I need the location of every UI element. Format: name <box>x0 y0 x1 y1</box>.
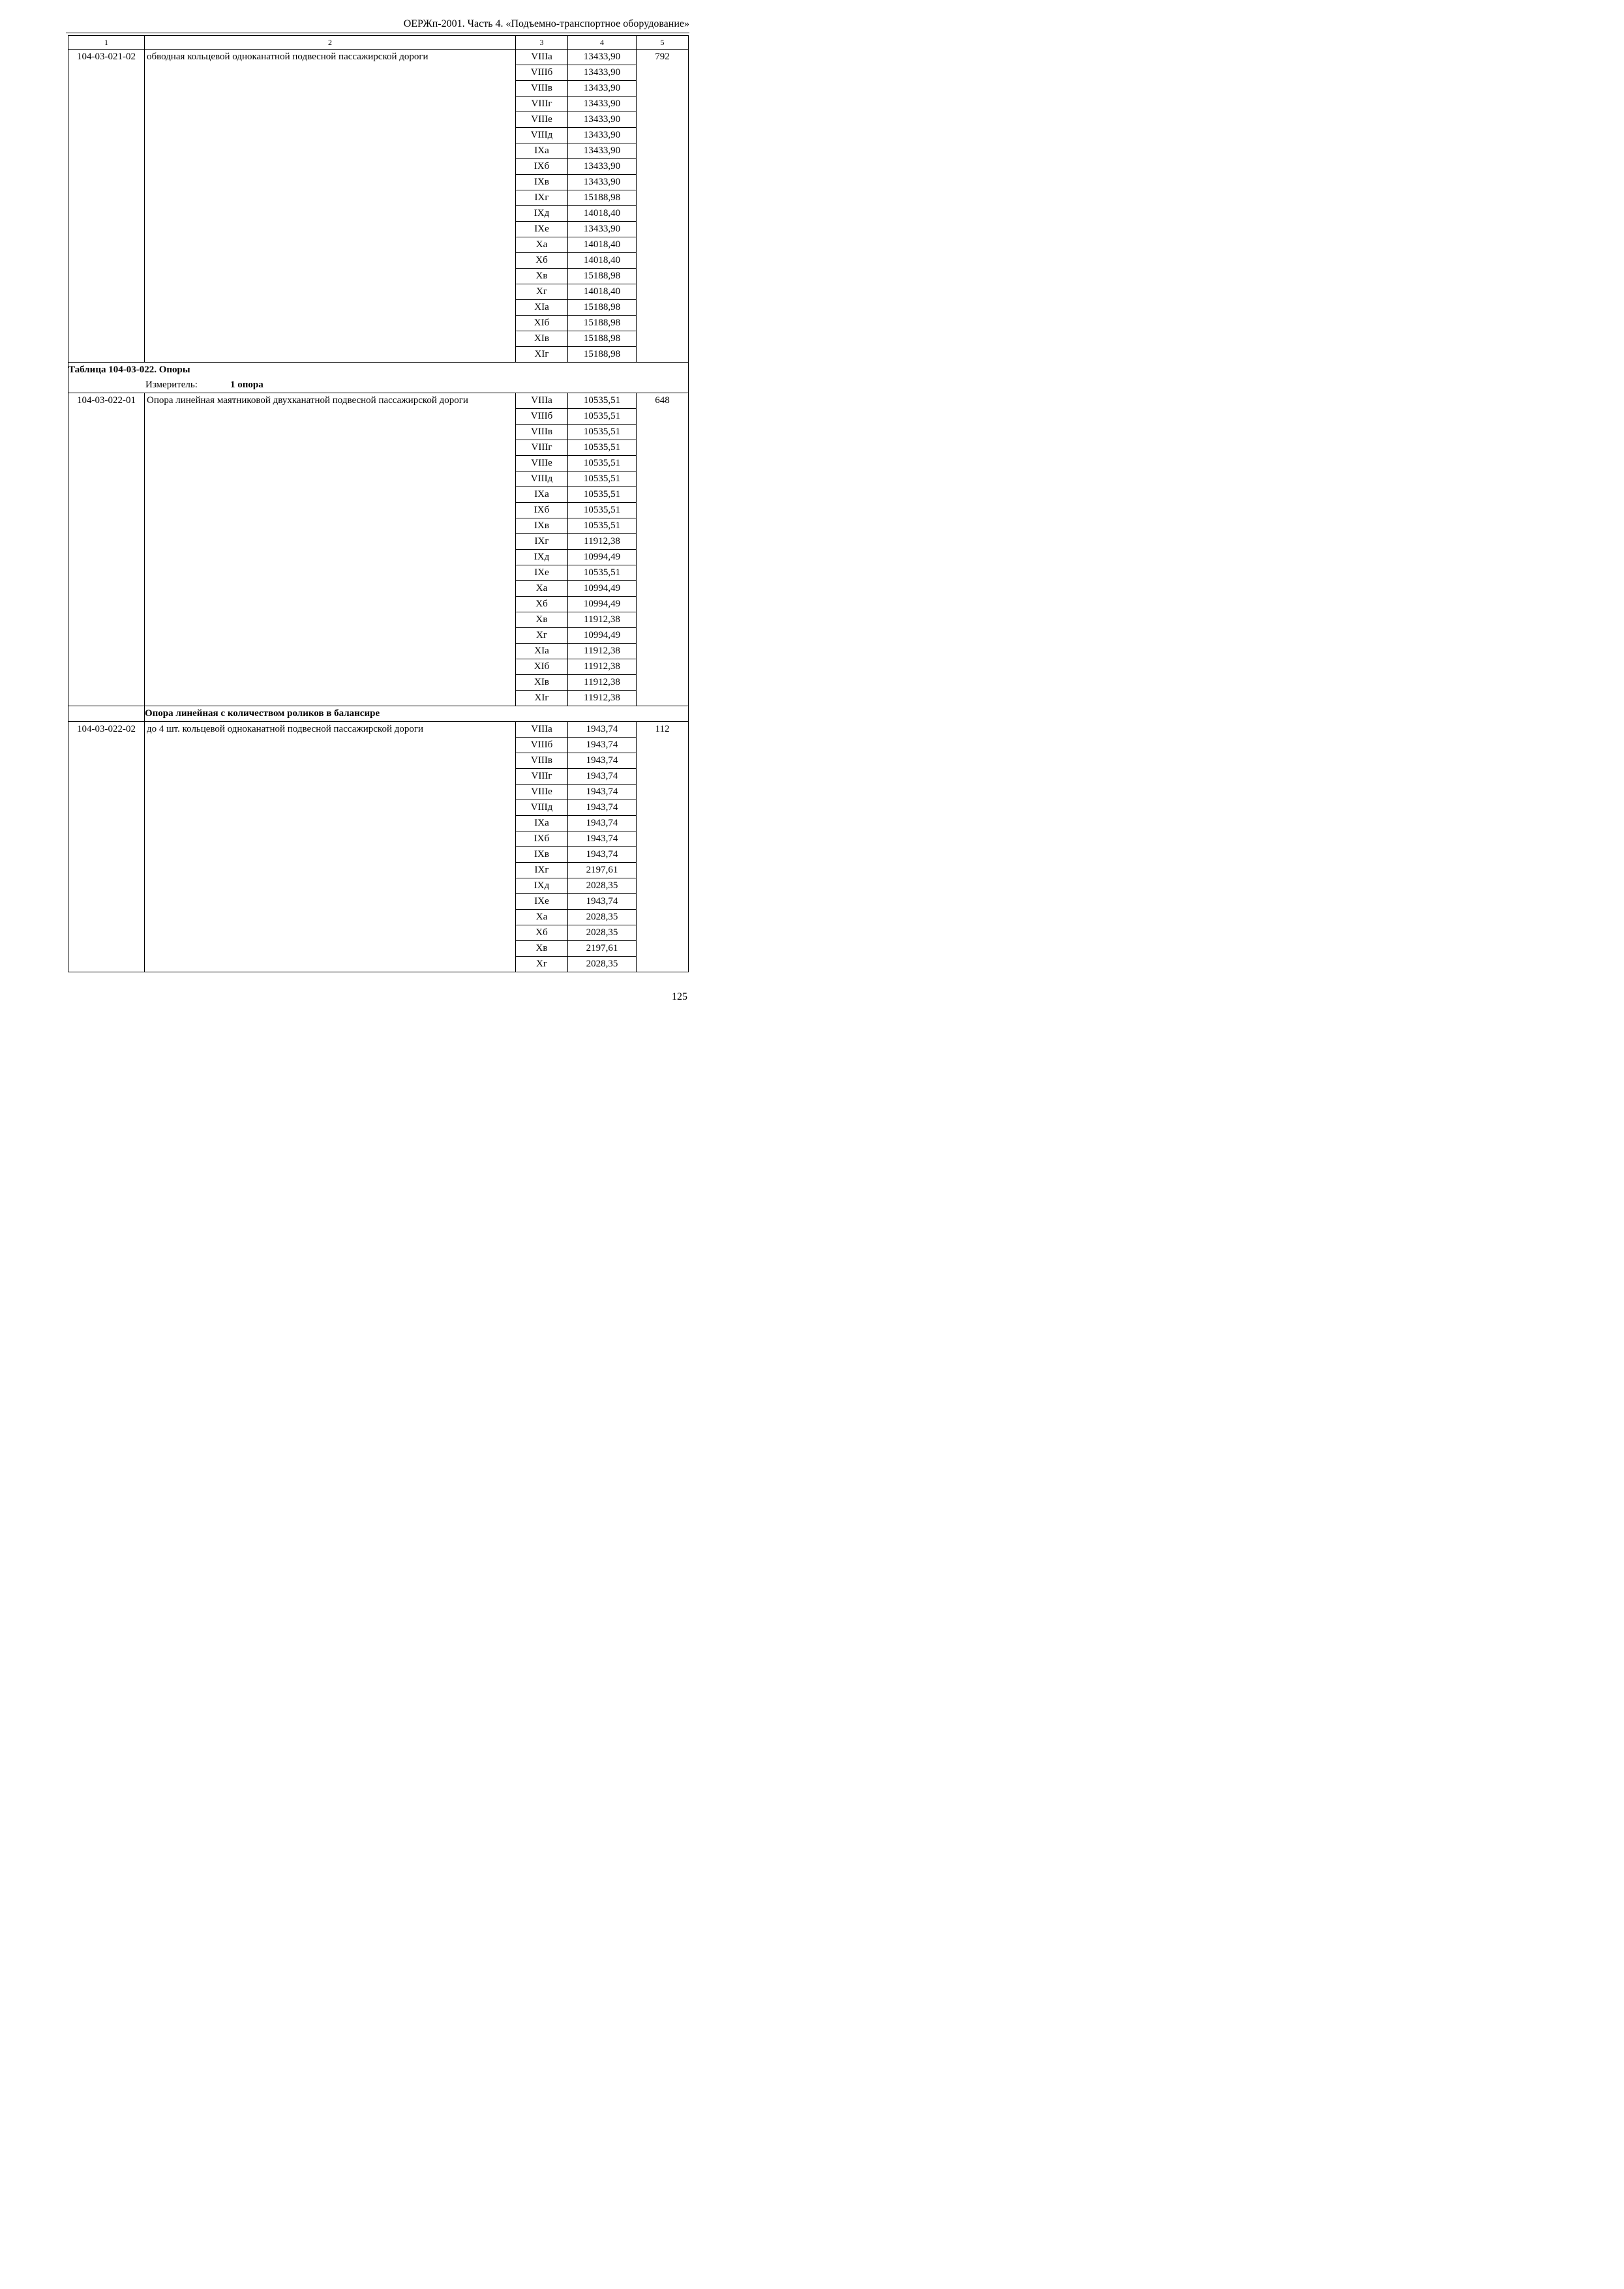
item-description: обводная кольцевой одноканатной подвесной пассажирской дороги <box>145 50 516 363</box>
column-header: 4 <box>568 36 637 50</box>
zone-cell: VIIIб <box>516 409 568 425</box>
zone-cell: VIIIб <box>516 738 568 753</box>
zone-cell: VIIIд <box>516 800 568 816</box>
price-cell: 11912,38 <box>568 612 637 628</box>
price-cell: 15188,98 <box>568 347 637 363</box>
price-cell: 10535,51 <box>568 503 637 518</box>
quantity-cell: 648 <box>637 393 689 706</box>
price-cell: 13433,90 <box>568 128 637 143</box>
zone-cell: VIIIд <box>516 471 568 487</box>
price-cell: 15188,98 <box>568 300 637 316</box>
price-cell: 15188,98 <box>568 269 637 284</box>
price-cell: 1943,74 <box>568 738 637 753</box>
price-cell: 1943,74 <box>568 816 637 831</box>
running-header: ОЕРЖп-2001. Часть 4. «Подъемно-транспортное оборудование» <box>403 18 689 29</box>
zone-cell: Xа <box>516 581 568 597</box>
unit-label: Измеритель: <box>145 380 198 390</box>
price-cell: 13433,90 <box>568 112 637 128</box>
price-cell: 10994,49 <box>568 628 637 644</box>
zone-cell: Xв <box>516 269 568 284</box>
zone-cell: Xа <box>516 237 568 253</box>
zone-cell: VIIIе <box>516 456 568 471</box>
price-cell: 13433,90 <box>568 50 637 65</box>
price-cell: 1943,74 <box>568 894 637 910</box>
page-number: 125 <box>672 991 687 1002</box>
price-cell: 2028,35 <box>568 957 637 972</box>
zone-cell: Xг <box>516 957 568 972</box>
zone-cell: IXг <box>516 190 568 206</box>
zone-cell: IXб <box>516 159 568 175</box>
price-cell: 13433,90 <box>568 159 637 175</box>
zone-cell: IXв <box>516 518 568 534</box>
price-cell: 2028,35 <box>568 878 637 894</box>
zone-cell: VIIIв <box>516 425 568 440</box>
subheading-blank-cell <box>68 706 145 722</box>
price-cell: 2197,61 <box>568 941 637 957</box>
zone-cell: XIв <box>516 331 568 347</box>
price-cell: 13433,90 <box>568 97 637 112</box>
zone-cell: IXд <box>516 206 568 222</box>
price-cell: 1943,74 <box>568 831 637 847</box>
price-cell: 15188,98 <box>568 316 637 331</box>
price-cell: 10994,49 <box>568 597 637 612</box>
table-row <box>68 50 689 65</box>
zone-cell: IXб <box>516 831 568 847</box>
zone-cell: Xв <box>516 941 568 957</box>
price-cell: 15188,98 <box>568 190 637 206</box>
quantity-cell: 792 <box>637 50 689 363</box>
zone-cell: XIв <box>516 675 568 691</box>
zone-cell: VIIIв <box>516 753 568 769</box>
zone-cell: Xв <box>516 612 568 628</box>
zone-cell: IXб <box>516 503 568 518</box>
price-cell: 11912,38 <box>568 675 637 691</box>
zone-cell: Xб <box>516 597 568 612</box>
price-cell: 10535,51 <box>568 565 637 581</box>
price-cell: 1943,74 <box>568 769 637 785</box>
column-header-row <box>68 36 689 50</box>
zone-cell: VIIIд <box>516 128 568 143</box>
column-header: 3 <box>516 36 568 50</box>
column-header: 5 <box>637 36 689 50</box>
price-cell: 2028,35 <box>568 910 637 925</box>
price-cell: 13433,90 <box>568 222 637 237</box>
item-description: Опора линейная маятниковой двухканатной подвесной пассажирской дороги <box>145 393 516 706</box>
price-cell: 10994,49 <box>568 550 637 565</box>
price-cell: 10535,51 <box>568 409 637 425</box>
price-cell: 10535,51 <box>568 518 637 534</box>
price-cell: 11912,38 <box>568 659 637 675</box>
zone-cell: VIIIа <box>516 50 568 65</box>
zone-cell: IXа <box>516 816 568 831</box>
price-cell: 10535,51 <box>568 440 637 456</box>
zone-cell: IXа <box>516 143 568 159</box>
price-cell: 10535,51 <box>568 471 637 487</box>
zone-cell: IXд <box>516 550 568 565</box>
zone-cell: Xб <box>516 925 568 941</box>
price-cell: 2028,35 <box>568 925 637 941</box>
zone-cell: Xг <box>516 628 568 644</box>
price-cell: 14018,40 <box>568 206 637 222</box>
price-cell: 11912,38 <box>568 691 637 706</box>
table-row <box>68 722 689 738</box>
zone-cell: XIб <box>516 316 568 331</box>
price-cell: 10994,49 <box>568 581 637 597</box>
zone-cell: IXв <box>516 847 568 863</box>
price-table <box>68 35 689 972</box>
zone-cell: IXе <box>516 565 568 581</box>
price-cell: 1943,74 <box>568 753 637 769</box>
zone-cell: VIIIе <box>516 785 568 800</box>
price-cell: 10535,51 <box>568 456 637 471</box>
zone-cell: Xб <box>516 253 568 269</box>
price-cell: 10535,51 <box>568 425 637 440</box>
item-description: до 4 шт. кольцевой одноканатной подвесной пассажирской дороги <box>145 722 516 972</box>
zone-cell: IXе <box>516 894 568 910</box>
price-cell: 1943,74 <box>568 722 637 738</box>
price-cell: 13433,90 <box>568 143 637 159</box>
zone-cell: IXа <box>516 487 568 503</box>
zone-cell: XIг <box>516 347 568 363</box>
price-cell: 10535,51 <box>568 487 637 503</box>
price-cell: 2197,61 <box>568 863 637 878</box>
price-cell: 13433,90 <box>568 65 637 81</box>
zone-cell: XIг <box>516 691 568 706</box>
price-cell: 14018,40 <box>568 284 637 300</box>
zone-cell: VIIIа <box>516 393 568 409</box>
price-cell: 15188,98 <box>568 331 637 347</box>
zone-cell: Xа <box>516 910 568 925</box>
price-cell: 10535,51 <box>568 393 637 409</box>
unit-value: 1 опора <box>230 380 263 390</box>
zone-cell: XIа <box>516 300 568 316</box>
price-cell: 14018,40 <box>568 237 637 253</box>
zone-cell: VIIIа <box>516 722 568 738</box>
zone-cell: Xг <box>516 284 568 300</box>
zone-cell: IXг <box>516 863 568 878</box>
price-cell: 13433,90 <box>568 81 637 97</box>
item-code: 104-03-021-02 <box>68 50 145 363</box>
zone-cell: IXд <box>516 878 568 894</box>
quantity-cell: 112 <box>637 722 689 972</box>
price-cell: 13433,90 <box>568 175 637 190</box>
subheading-row <box>68 706 689 722</box>
zone-cell: VIIIб <box>516 65 568 81</box>
zone-cell: IXг <box>516 534 568 550</box>
price-cell: 1943,74 <box>568 785 637 800</box>
unit-row <box>68 378 689 393</box>
zone-cell: XIб <box>516 659 568 675</box>
table-title-row <box>68 363 689 378</box>
item-code: 104-03-022-02 <box>68 722 145 972</box>
price-cell: 1943,74 <box>568 847 637 863</box>
zone-cell: XIа <box>516 644 568 659</box>
zone-cell: IXв <box>516 175 568 190</box>
price-cell: 1943,74 <box>568 800 637 816</box>
table-row <box>68 393 689 409</box>
table-title: Таблица 104-03-022. Опоры <box>68 363 689 378</box>
price-cell: 11912,38 <box>568 534 637 550</box>
price-cell: 14018,40 <box>568 253 637 269</box>
unit-cell <box>68 378 689 393</box>
zone-cell: VIIIг <box>516 97 568 112</box>
price-cell: 11912,38 <box>568 644 637 659</box>
column-header: 2 <box>145 36 516 50</box>
zone-cell: IXе <box>516 222 568 237</box>
item-code: 104-03-022-01 <box>68 393 145 706</box>
zone-cell: VIIIе <box>516 112 568 128</box>
zone-cell: VIIIв <box>516 81 568 97</box>
zone-cell: VIIIг <box>516 440 568 456</box>
column-header: 1 <box>68 36 145 50</box>
subheading: Опора линейная с количеством роликов в балансире <box>145 706 689 722</box>
zone-cell: VIIIг <box>516 769 568 785</box>
